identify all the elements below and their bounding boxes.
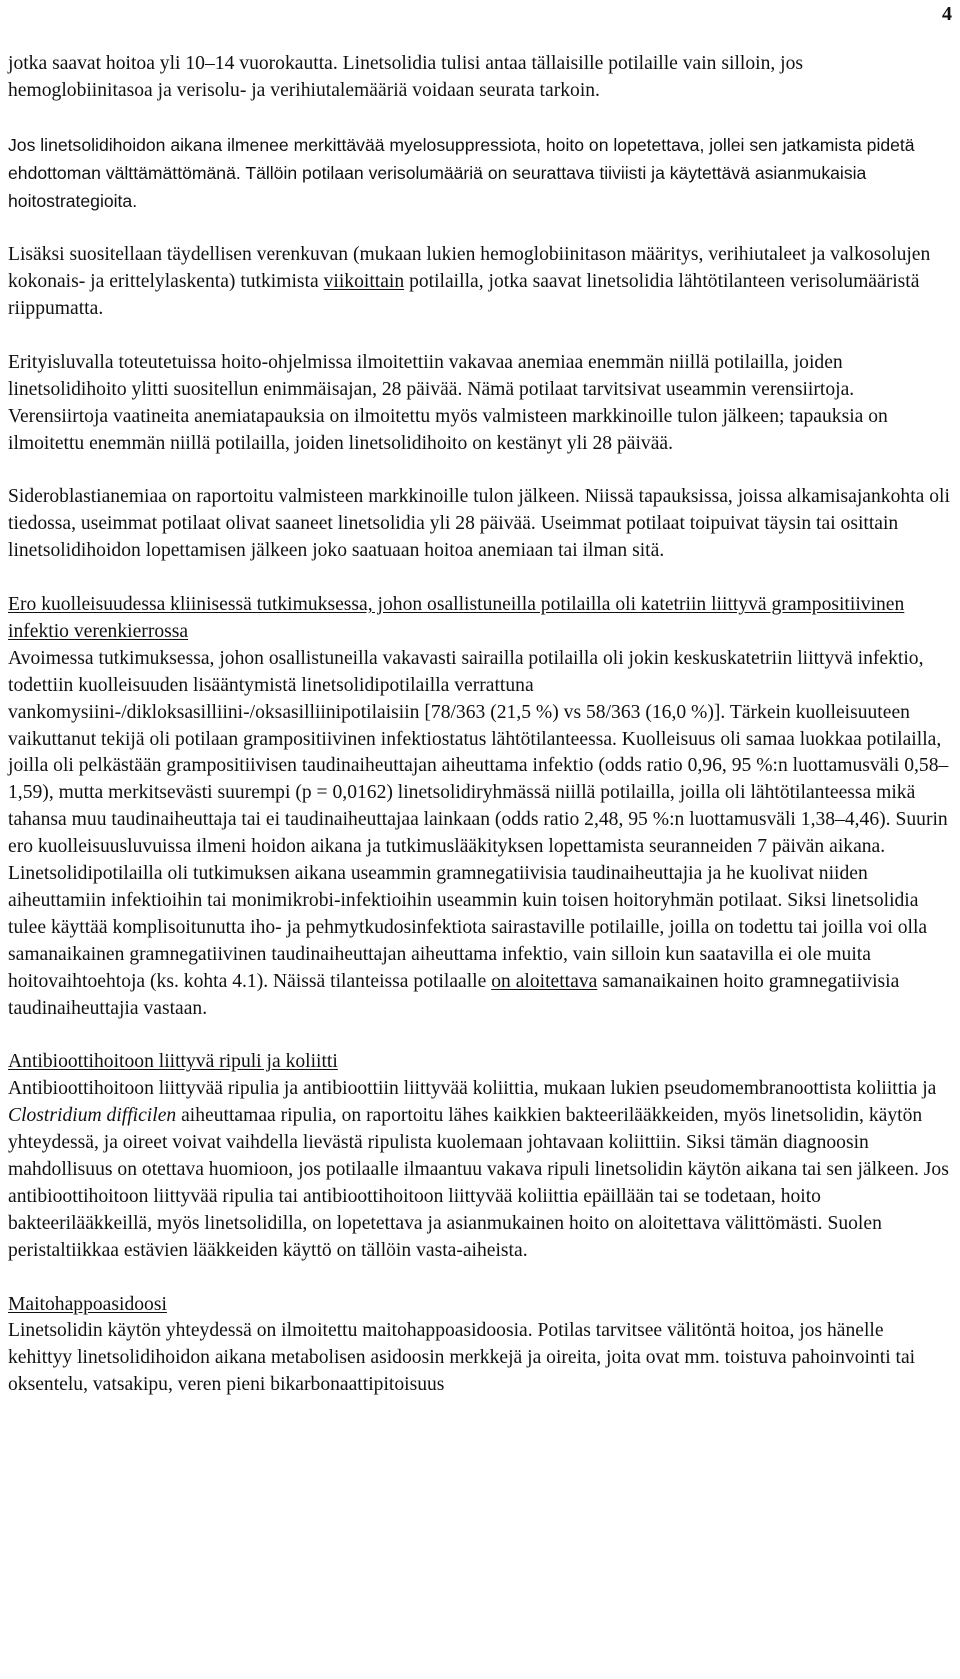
text-span: Erityisluvalla toteutetuissa hoito-ohjelmissa ilmoitettiin vakavaa anemiaa enemmän niillä potilailla, joiden linetsolidihoito ylitti suositellun enimmäisajan, 28 päivää. Nämä potilaat tarvitsivat useammin verensiirtoja. Verensiirtoja vaatineita anemiatapauksia on ilmoitettu myös valmisteen markkinoille tulon jälkeen; tapauksia on ilmoitettu enemmän niillä potilailla, joiden linetsolidihoito on kestänyt yli 28 päivää.: [8, 351, 888, 454]
text-span: Lisäksi suositellaan täydellisen verenkuvan (mukaan lukien hemoglobiinitason määritys, verihiutaleet ja valkosolujen kokonais- ja erittelylaskenta) tutkimista: [8, 244, 931, 293]
underlined-term: on aloitettava: [491, 970, 598, 992]
section-heading: Maitohappoasidoosi: [8, 1293, 167, 1315]
text-span: samanaikainen hoito gramnegatiivisia taudinaiheuttajia vastaan.: [8, 970, 900, 1019]
paragraph-myelosuppression: [8, 132, 950, 216]
section-mortality-difference: [8, 592, 950, 1023]
text-span: Antibioottihoitoon liittyvää ripulia ja antibioottiin liittyvää koliittia, mukaan lukien pseudomembranoottista koliittia ja: [8, 1078, 937, 1100]
section-lactic-acidosis: [8, 1292, 950, 1400]
section-antibiotic-diarrhea: [8, 1049, 950, 1264]
text-span: Linetsolidin käytön yhteydessä on ilmoitettu maitohappoasidoosia. Potilas tarvitsee välitöntä hoitoa, jos hänelle kehittyy linetsolidihoidon aikana metabolisen asidoosin merkkejä ja oireita, joita ovat mm. toistuva pahoinvointi tai oksentelu, vatsakipu, veren pieni bikarbonaattipitoisuus: [8, 1320, 916, 1396]
paragraph-anemia: [8, 350, 950, 458]
text-span: jotka saavat hoitoa yli 10–14 vuorokautta. Linetsolidia tulisi antaa tällaisille potilaille vain silloin, jos hemoglobiinitasoa ja verisolu- ja verihiutalemääriä voidaan seurata tarkoin.: [8, 53, 804, 101]
page-number: 4: [942, 3, 952, 25]
text-span: potilailla, jotka saavat linetsolidia lähtötilanteen verisolumääristä riippumatta.: [8, 271, 920, 320]
body-text: [8, 51, 950, 1399]
text-span: Jos linetsolidihoidon aikana ilmenee merkittävää myelosuppressiota, hoito on lopetettava, jollei sen jatkamista pidetä ehdottoman välttämättömänä. Tällöin potilaan verisolumääriä on seurattava tiiviisti ja käytettävä asianmukaisia hoitostrategioita.: [8, 134, 915, 211]
paragraph-blood-counts-monitoring: [8, 51, 950, 105]
section-heading: Antibioottihoitoon liittyvä ripuli ja koliitti: [8, 1051, 338, 1073]
italic-organism-name: Clostridium difficilen: [8, 1105, 177, 1127]
paragraph-sideroblastic-anemia: [8, 484, 950, 565]
section-heading: Ero kuolleisuudessa kliinisessä tutkimuksessa, johon osallistuneilla potilailla oli katetriin liittyvä grampositiivinen infektio verenkierrossa: [8, 594, 905, 642]
text-span: aiheuttamaa ripulia, on raportoitu lähes kaikkien bakteerilääkkeiden, myös linetsolidin, käytön yhteydessä, ja oireet voivat vaihdella lievästä ripulista kuolemaan johtavaan koliittiin. Siksi tämän diagnoosin mahdollisuus on otettava huomioon, jos potilaalle ilmaantuu vakava ripuli linetsolidin käytön aikana tai sen jälkeen. Jos antibioottihoitoon liittyvää ripulia tai antibioottihoitoon liittyvää koliittia epäillään tai se todetaan, hoito bakteerilääkkeillä, myös linetsolidilla, on lopetettava ja asianmukainen hoito on aloitettava välittömästi. Suolen peristaltiikkaa estävien lääkkeiden käyttö on tällöin vasta-aiheista.: [8, 1105, 949, 1261]
paragraph-weekly-blood-count: [8, 242, 950, 323]
text-span: Sideroblastianemiaa on raportoitu valmisteen markkinoille tulon jälkeen. Niissä tapauksissa, joissa alkamisajankohta oli tiedossa, useimmat potilaat olivat saaneet linetsolidia yli 28 päivää. Useimmat potilaat toipuivat täysin tai osittain linetsolidihoidon lopettamisen jälkeen joko saatuaan hoitoa anemiaan tai ilman sitä.: [8, 486, 950, 562]
underlined-term: viikoittain: [323, 271, 405, 293]
text-span: Avoimessa tutkimuksessa, johon osallistuneilla vakavasti sairailla potilailla oli jokin keskuskatetriin liittyvä infektio, todettiin kuolleisuuden lisääntymistä linetsolidipotilailla verrattuna vankomysiini-/dikloksasilliini-/oksasilliinipotilaisiin [78/363 (21,5 %) vs 58/363 (16,0 %)]. Tärkein kuolleisuuteen vaikuttanut tekijä oli potilaan grampositiivinen infektiostatus lähtötilanteessa. Kuolleisuus oli samaa luokkaa potilailla, joilla oli pelkästään grampositiivisen taudinaiheuttajan aiheuttama infektio (odds ratio 0,96, 95 %:n luottamusväli 0,58–1,59), mutta merkitsevästi suurempi (p = 0,0162) linetsolidiryhmässä niillä potilailla, joilla oli lähtötilanteessa mikä tahansa muu taudinaiheuttaja tai ei taudinaiheuttajaa lainkaan (odds ratio 2,48, 95 %:n luottamusväli 1,38–4,46). Suurin ero kuolleisuusluvuissa ilmeni hoidon aikana ja tutkimuslääkityksen lopettamista seuranneiden 7 päivän aikana. Linetsolidipotilailla oli tutkimuksen aikana useammin gramnegatiivisia taudinaiheuttajia ja he kuolivat niiden aiheuttamiin infektioihin tai monimikrobi-infektioihin useammin kuin toisen hoitoryhmän potilaat. Siksi linetsolidia tulee käyttää komplisoitunutta iho- ja pehmytkudosinfektiota sairastaville potilaille, joilla on todettu tai joilla voi olla samanaikainen gramnegatiivinen taudinaiheuttajan aiheuttama infektio, vain silloin kun saatavilla ei ole muita hoitovaihtoehtoja (ks. kohta 4.1). Näissä tilanteissa potilaalle: [8, 647, 949, 992]
